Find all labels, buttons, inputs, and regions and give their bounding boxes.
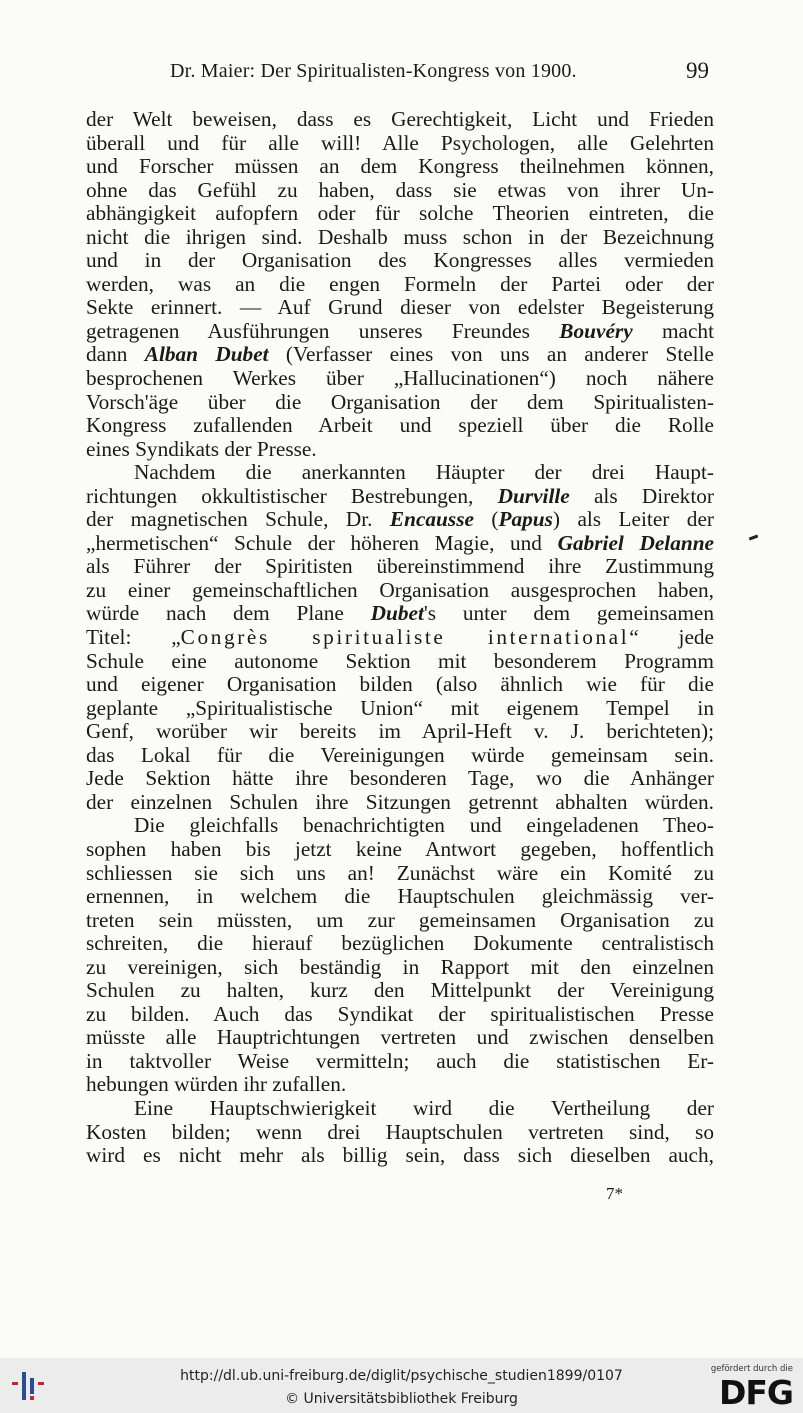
text-line: hebungen würden ihr zufallen. — [86, 1072, 347, 1097]
text-line — [86, 602, 714, 626]
dfg-logo — [705, 1364, 793, 1412]
text-line: und Forscher müssen an dem Kongress theilnehmen können, — [86, 154, 714, 179]
text-line — [86, 485, 714, 509]
person-name: Dubet — [370, 601, 424, 626]
margin-mark — [749, 535, 758, 541]
text-line — [86, 508, 714, 532]
text-line: abhängigkeit aufopfern oder für solche Theorien eintreten, die — [86, 201, 714, 226]
text-line: Nachdem die anerkannten Häupter der drei Haupt- — [134, 460, 714, 485]
text-line: Sekte erinnert. — Auf Grund dieser von edelster Begeisterung — [86, 295, 714, 320]
text-run: würde nach dem Plane — [86, 601, 371, 626]
person-name: Alban Dubet — [144, 342, 269, 367]
text-line: Jede Sektion hätte ihre besonderen Tage, wo die Anhänger — [86, 766, 714, 791]
text-line: das Lokal für die Vereinigungen würde gemeinsam sein. — [86, 742, 714, 767]
text-line: geplante „Spiritualistische Union“ mit eigenem Tempel in — [86, 695, 714, 720]
text-run: (Verfasser eines von uns an anderer Stelle — [268, 342, 714, 367]
text-line: eines Syndikats der Presse. — [86, 436, 317, 461]
spaced-title: Congrès spiritualiste international — [180, 625, 630, 650]
text-line — [86, 343, 714, 367]
text-line: werden, was an die engen Formeln der Partei oder der — [86, 271, 714, 296]
text-line: sophen haben bis jetzt keine Antwort gegeben, hoffentlich — [86, 836, 714, 861]
text-line: Genf, worüber wir bereits im April-Heft v. J. berichteten); — [86, 719, 714, 744]
text-line: nicht die ihrigen sind. Deshalb muss schon in der Bezeichnung — [86, 224, 714, 249]
text-line: zu bilden. Auch das Syndikat der spiritualistischen Presse — [86, 1001, 714, 1026]
text-line: ernennen, in welchem die Hauptschulen gleichmässig ver- — [86, 884, 714, 909]
text-line — [86, 626, 714, 650]
text-line — [86, 320, 714, 344]
person-name: Bouvéry — [559, 318, 633, 343]
text-line: in taktvoller Weise vermitteln; auch die statistischen Er- — [86, 1048, 714, 1073]
text-line: schliessen sie sich uns an! Zunächst wäre ein Komité zu — [86, 860, 714, 885]
signature-mark: 7* — [606, 1184, 623, 1203]
text-line: Schulen zu halten, kurz den Mittelpunkt der Vereinigung — [86, 978, 714, 1003]
text-line: und in der Organisation des Kongresses alles vermieden — [86, 248, 714, 273]
text-line: besprochenen Werkes über „Hallucinationen“) noch nähere — [86, 366, 714, 391]
text-run: 's unter dem gemeinsamen — [423, 601, 715, 626]
text-line: Eine Hauptschwierigkeit wird die Vertheilung der — [134, 1095, 714, 1120]
text-run: Titel: „ — [86, 625, 181, 650]
text-line: und eigener Organisation bilden (also ähnlich wie für die — [86, 672, 714, 697]
text-run: getragenen Ausführungen unseres Freundes — [86, 318, 560, 343]
funding-note: gefördert durch die — [710, 1364, 793, 1374]
person-name: Papus — [498, 507, 553, 532]
text-run: der magnetischen Schule, Dr. — [86, 507, 390, 532]
page-number: 99 — [686, 58, 709, 83]
text-line: ohne das Gefühl zu haben, dass sie etwas von ihrer Un- — [86, 177, 714, 202]
text-run: macht — [632, 318, 714, 343]
text-line: wird es nicht mehr als billig sein, dass sich dieselben auch, — [86, 1143, 714, 1168]
text-line: Kosten bilden; wenn drei Hauptschulen vertreten sind, so — [86, 1119, 714, 1144]
footer-bar — [0, 1358, 803, 1413]
text-line: Die gleichfalls benachrichtigten und eingeladenen Theo- — [134, 813, 714, 838]
text-line: müsste alle Hauptrichtungen vertreten und zwischen denselben — [86, 1025, 714, 1050]
body-text — [86, 108, 714, 1168]
text-run: „hermetischen“ Schule der höheren Magie, und — [86, 530, 558, 555]
copyright-notice: © Universitätsbibliothek Freiburg — [285, 1391, 518, 1407]
person-name: Durville — [497, 483, 570, 508]
text-run: ( — [473, 507, 499, 532]
text-line: der Welt beweisen, dass es Gerechtigkeit, Licht und Frieden — [86, 107, 714, 131]
dfg-logo-text: DFG — [718, 1373, 793, 1412]
text-line: der einzelnen Schulen ihre Sitzungen getrennt abhalten würden. — [86, 789, 714, 814]
person-name: Encausse — [389, 507, 474, 532]
text-run: richtungen okkultistischer Bestrebungen, — [86, 483, 498, 508]
text-run: dann — [86, 342, 145, 367]
text-line: Schule eine autonome Sektion mit besonderem Programm — [86, 648, 714, 673]
text-line — [86, 532, 714, 556]
text-line: zu einer gemeinschaftlichen Organisation ausgesprochen haben, — [86, 577, 714, 602]
header-title: Dr. Maier: Der Spiritualisten-Kongress von 1900. — [170, 60, 577, 82]
text-run: als Direktor — [569, 483, 714, 508]
text-line: schreiten, die hierauf bezüglichen Dokumente centralistisch — [86, 931, 714, 956]
text-line: treten sein müssten, um zur gemeinsamen Organisation zu — [86, 907, 714, 932]
text-run: ) als Leiter der — [552, 507, 714, 532]
text-line: als Führer der Spiritisten übereinstimmend ihre Zustimmung — [86, 554, 714, 579]
text-line: Kongress zufallenden Arbeit und speziell über die Rolle — [86, 413, 714, 438]
text-run: “ jede — [629, 625, 714, 650]
text-line: Vorsch'äge über die Organisation der dem Spiritualisten- — [86, 389, 714, 414]
document-url-link[interactable]: http://dl.ub.uni-freiburg.de/diglit/psychische_studien1899/0107 — [180, 1368, 623, 1384]
text-line: überall und für alle will! Alle Psychologen, alle Gelehrten — [86, 130, 714, 155]
person-name: Gabriel Delanne — [557, 530, 714, 555]
text-line: zu vereinigen, sich beständig in Rapport mit den einzelnen — [86, 954, 714, 979]
